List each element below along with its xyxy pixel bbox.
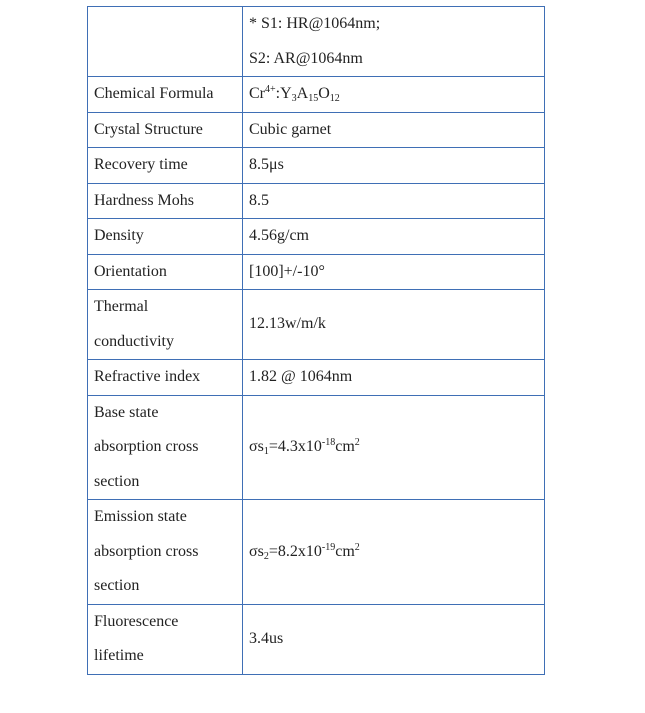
row-value: 4.56g/cm <box>243 219 545 255</box>
table-row <box>88 148 545 184</box>
spec-table <box>87 6 545 675</box>
table-row <box>88 254 545 290</box>
row-label: Base state absorption cross section <box>88 395 243 500</box>
row-value: Cubic garnet <box>243 112 545 148</box>
row-label: Orientation <box>88 254 243 290</box>
table-row <box>88 219 545 255</box>
base-cross-section-value: $\sigma s_1=4.3x10^{-18}cm^2$ <box>243 395 545 500</box>
row-label: Chemical Formula <box>88 77 243 113</box>
table-row <box>88 500 545 605</box>
table-row <box>88 77 545 113</box>
emission-cross-section-value: $\sigma s_2=8.2x10^{-19}cm^2$ <box>243 500 545 605</box>
row-value: 3.4us <box>243 604 545 674</box>
table-row <box>88 112 545 148</box>
row-label: Refractive index <box>88 360 243 396</box>
row-value: 8.5μs <box>243 148 545 184</box>
table-row <box>88 604 545 674</box>
coating-cell <box>243 7 545 77</box>
row-label: Crystal Structure <box>88 112 243 148</box>
table-row <box>88 360 545 396</box>
table-row <box>88 7 545 77</box>
coating-line-s2: S2: AR@1064nm <box>249 49 363 67</box>
row-label: Recovery time <box>88 148 243 184</box>
table-row <box>88 290 545 360</box>
row-label: Emission state absorption cross section <box>88 500 243 605</box>
chemical-formula-value: $Cr^{4+}:Y_3A_{15}O_{12}$ <box>243 77 545 113</box>
row-value: [100]+/-10° <box>243 254 545 290</box>
row-value: 8.5 <box>243 183 545 219</box>
coating-line-s1: * S1: HR@1064nm; <box>249 15 381 32</box>
row-label: Hardness Mohs <box>88 183 243 219</box>
row-value: 12.13w/m/k <box>243 290 545 360</box>
row-value: 1.82 @ 1064nm <box>243 360 545 396</box>
row-label: Density <box>88 219 243 255</box>
row-label: Thermal conductivity <box>88 290 243 360</box>
table-row <box>88 183 545 219</box>
empty-cell <box>88 7 243 77</box>
table-row <box>88 395 545 500</box>
row-label: Fluorescence lifetime <box>88 604 243 674</box>
